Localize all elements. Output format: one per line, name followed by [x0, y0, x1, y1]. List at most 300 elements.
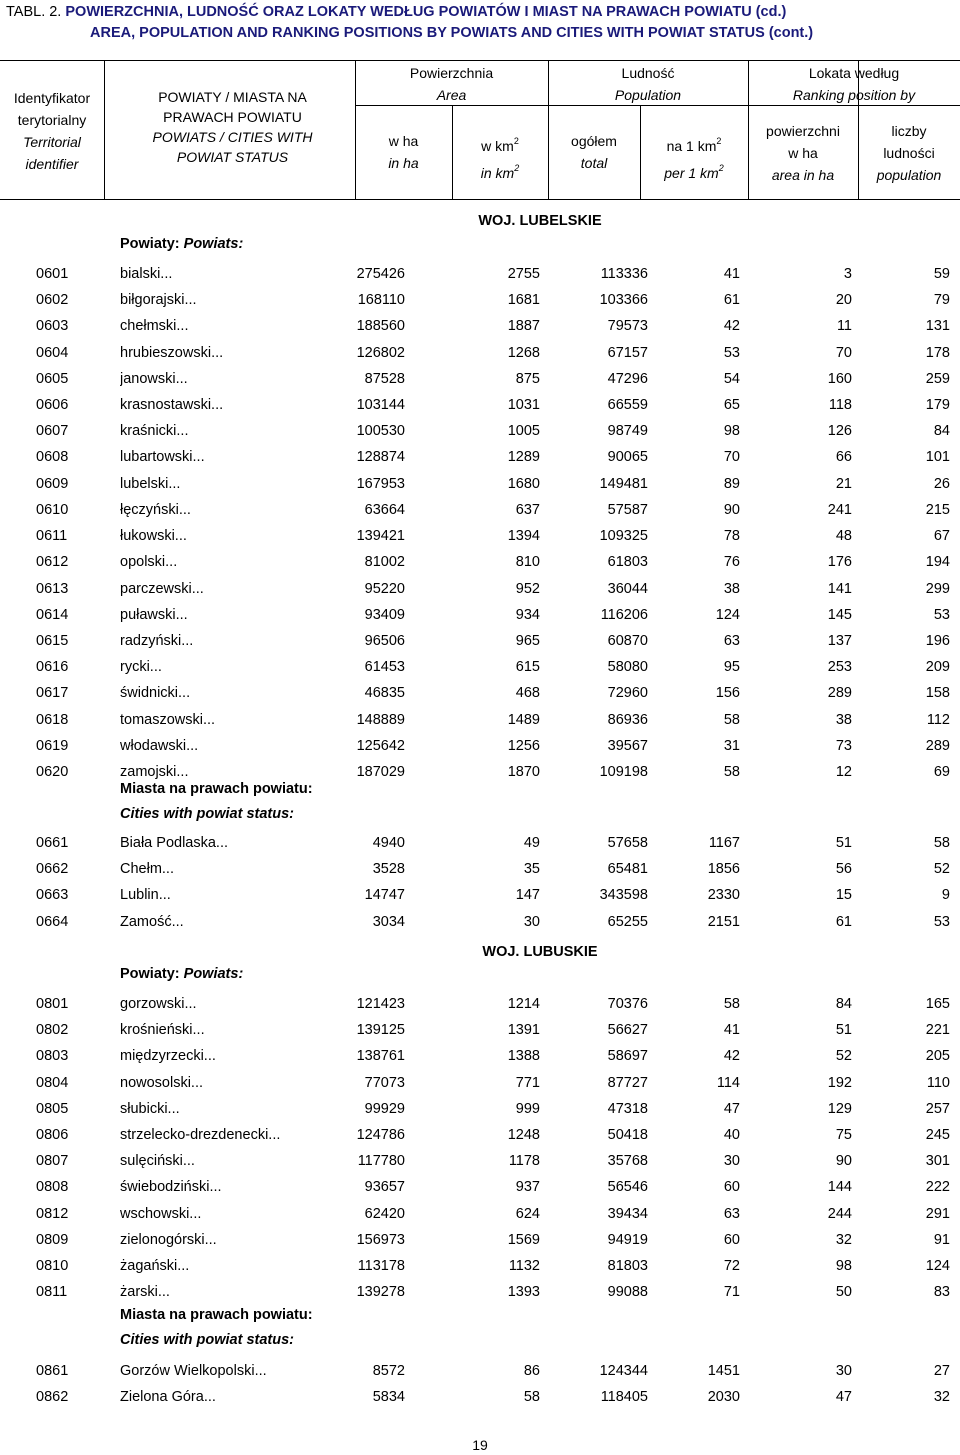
- row-area-km2: 934: [515, 606, 540, 623]
- row-rank-population: 205: [925, 1048, 950, 1065]
- row-rank-population: 289: [925, 737, 950, 754]
- table-row: [0, 761, 960, 783]
- table-row: [0, 1098, 960, 1120]
- row-area-ha: 4940: [372, 835, 405, 851]
- row-density: 30: [723, 1153, 740, 1170]
- row-rank-area: 176: [827, 554, 852, 571]
- row-name: Lublin...: [120, 887, 171, 904]
- row-area-km2: 2755: [507, 266, 540, 282]
- row-name: łęczyński...: [120, 501, 191, 518]
- row-rank-population: 110: [926, 1074, 950, 1091]
- row-area-ha: 121423: [356, 996, 405, 1012]
- row-identifier: 0604: [36, 344, 69, 361]
- row-name: tomaszowski...: [120, 711, 216, 728]
- row-population-total: 116206: [600, 606, 648, 623]
- row-rank-area: 70: [835, 344, 852, 361]
- table-row: [0, 735, 960, 757]
- row-identifier: 0663: [36, 887, 69, 904]
- row-population-total: 57658: [607, 835, 648, 851]
- row-area-ha: 100530: [356, 423, 405, 440]
- row-rank-population: 84: [933, 423, 950, 440]
- table-row: [0, 525, 960, 547]
- row-area-ha: 275426: [356, 266, 405, 282]
- table-row: [0, 884, 960, 906]
- row-identifier: 0610: [36, 501, 69, 518]
- table-row: [0, 499, 960, 521]
- row-area-ha: 156973: [356, 1231, 405, 1248]
- row-rank-area: 244: [827, 1205, 852, 1222]
- row-rank-population: 179: [925, 397, 950, 414]
- row-identifier: 0811: [36, 1284, 68, 1301]
- row-identifier: 0602: [36, 292, 69, 309]
- row-identifier: 0802: [36, 1022, 69, 1039]
- row-population-total: 98749: [607, 423, 648, 440]
- row-area-km2: 999: [515, 1100, 540, 1117]
- table-row: [0, 446, 960, 468]
- row-density: 2330: [707, 887, 740, 904]
- row-area-ha: 61453: [364, 659, 405, 676]
- row-identifier: 0662: [36, 861, 69, 878]
- row-rank-population: 69: [933, 763, 950, 780]
- row-rank-population: 32: [933, 1389, 950, 1406]
- row-population-total: 87727: [607, 1074, 648, 1091]
- row-identifier: 0661: [36, 835, 69, 851]
- row-area-km2: 1680: [507, 475, 540, 492]
- row-population-total: 58080: [607, 659, 648, 676]
- row-population-total: 39434: [607, 1205, 648, 1222]
- table-row: [0, 1019, 960, 1041]
- group-label: Miasta na prawach powiatu:: [120, 1307, 313, 1323]
- row-population-total: 118405: [600, 1389, 648, 1406]
- row-population-total: 70376: [607, 996, 648, 1012]
- row-density: 89: [723, 475, 740, 492]
- row-rank-population: 124: [925, 1258, 950, 1274]
- row-area-km2: 58: [523, 1389, 540, 1406]
- row-density: 61: [723, 292, 740, 309]
- row-area-ha: 95220: [364, 580, 405, 597]
- row-name: zamojski...: [120, 763, 189, 780]
- table-row: [0, 911, 960, 933]
- row-area-km2: 615: [515, 659, 540, 676]
- row-area-km2: 1132: [508, 1258, 540, 1274]
- row-area-ha: 14747: [364, 887, 405, 904]
- row-identifier: 0620: [36, 763, 69, 780]
- row-area-ha: 126802: [356, 344, 405, 361]
- header-ranking: Lokata według Ranking position by: [792, 65, 916, 103]
- row-area-ha: 128874: [356, 449, 405, 466]
- row-density: 58: [723, 996, 740, 1012]
- row-name: biłgorajski...: [120, 292, 197, 309]
- row-area-km2: 810: [515, 554, 540, 571]
- row-rank-population: 9: [941, 887, 950, 904]
- row-area-km2: 771: [515, 1074, 540, 1091]
- table-row: [0, 420, 960, 442]
- row-density: 41: [723, 1022, 740, 1039]
- table-row: [0, 1176, 960, 1198]
- row-area-ha: 139125: [356, 1022, 405, 1039]
- row-name: parczewski...: [120, 580, 204, 597]
- row-area-km2: 1268: [507, 344, 540, 361]
- row-rank-area: 90: [835, 1153, 852, 1170]
- row-name: gorzowski...: [120, 996, 197, 1012]
- row-name: Zielona Góra...: [120, 1389, 216, 1406]
- row-rank-area: 61: [835, 913, 852, 930]
- row-name: rycki...: [120, 659, 162, 676]
- table-row: [0, 394, 960, 416]
- row-population-total: 39567: [607, 737, 648, 754]
- row-rank-area: 12: [835, 763, 852, 780]
- row-identifier: 0609: [36, 475, 69, 492]
- row-density: 2151: [707, 913, 740, 930]
- row-identifier: 0809: [36, 1231, 69, 1248]
- header-area-km: w $km^2$ in $km^2$: [480, 136, 520, 181]
- row-density: 63: [723, 1205, 740, 1222]
- row-area-ha: 139421: [356, 528, 405, 545]
- row-area-ha: 125642: [356, 737, 405, 754]
- row-name: wschowski...: [120, 1205, 202, 1222]
- row-name: hrubieszowski...: [120, 344, 224, 361]
- row-identifier: 0605: [36, 370, 69, 387]
- row-area-km2: 875: [515, 370, 540, 387]
- header-top-rule: [0, 60, 960, 61]
- row-rank-area: 144: [827, 1179, 852, 1196]
- row-identifier: 0808: [36, 1179, 69, 1196]
- row-area-km2: 1887: [507, 318, 540, 335]
- header-population-density: na 1 $km^2$ per 1 $km^2$: [664, 136, 724, 181]
- row-area-km2: 952: [515, 580, 540, 597]
- row-population-total: 124344: [599, 1363, 648, 1379]
- row-area-ha: 96506: [364, 632, 405, 649]
- row-identifier: 0801: [36, 996, 69, 1012]
- row-rank-population: 209: [925, 659, 950, 676]
- row-identifier: 0616: [36, 659, 69, 676]
- row-area-ha: 8572: [372, 1363, 405, 1379]
- row-density: 31: [723, 737, 740, 754]
- row-area-ha: 167953: [356, 475, 405, 492]
- row-density: 90: [723, 501, 740, 518]
- row-population-total: 79573: [607, 318, 648, 335]
- row-rank-population: 215: [925, 501, 950, 518]
- row-population-total: 65481: [607, 861, 648, 878]
- row-density: 72: [723, 1258, 740, 1274]
- row-density: 58: [723, 763, 740, 780]
- row-rank-area: 51: [835, 835, 852, 851]
- row-area-km2: 1178: [508, 1153, 540, 1170]
- row-rank-population: 158: [925, 685, 950, 702]
- row-area-ha: 168110: [357, 292, 405, 309]
- row-density: 60: [723, 1179, 740, 1196]
- row-density: 65: [723, 397, 740, 414]
- row-area-km2: 1256: [507, 737, 540, 754]
- row-name: sulęciński...: [120, 1153, 195, 1170]
- row-rank-population: 53: [933, 606, 950, 623]
- row-area-km2: 35: [523, 861, 540, 878]
- table-row: [0, 682, 960, 704]
- row-area-km2: 1289: [507, 449, 540, 466]
- table-row: [0, 1150, 960, 1172]
- row-density: 95: [723, 659, 740, 676]
- table-row: [0, 1124, 960, 1146]
- header-area-ha: w ha in ha: [388, 133, 419, 171]
- row-identifier: 0804: [36, 1074, 69, 1091]
- row-rank-population: 59: [933, 266, 950, 282]
- row-identifier: 0619: [36, 737, 69, 754]
- row-population-total: 60870: [607, 632, 648, 649]
- row-population-total: 56627: [607, 1022, 648, 1039]
- row-population-total: 47296: [607, 370, 648, 387]
- table-row: [0, 709, 960, 731]
- row-identifier: 0812: [36, 1205, 69, 1222]
- row-area-km2: 637: [515, 501, 540, 518]
- row-name: chełmski...: [120, 318, 189, 335]
- row-area-km2: 468: [515, 685, 540, 702]
- table-row: [0, 578, 960, 600]
- row-area-km2: 1248: [507, 1127, 540, 1143]
- row-rank-area: 11: [836, 318, 852, 335]
- table-number: TABL. 2.: [6, 4, 62, 20]
- row-density: 42: [723, 1048, 740, 1065]
- row-identifier: 0613: [36, 580, 69, 597]
- row-density: 53: [723, 344, 740, 361]
- row-rank-area: 51: [835, 1022, 852, 1039]
- row-area-km2: 937: [515, 1179, 540, 1196]
- header-bottom-rule: [0, 199, 960, 200]
- row-name: Chełm...: [120, 861, 174, 878]
- row-identifier: 0664: [36, 913, 69, 930]
- row-population-total: 65255: [607, 913, 648, 930]
- row-name: łukowski...: [120, 528, 187, 545]
- row-name: opolski...: [120, 554, 178, 571]
- row-rank-population: 91: [933, 1231, 950, 1248]
- row-name: nowosolski...: [120, 1074, 204, 1091]
- row-name: Gorzów Wielkopolski...: [120, 1363, 267, 1379]
- row-identifier: 0806: [36, 1127, 69, 1143]
- row-rank-population: 165: [925, 996, 950, 1012]
- row-density: 114: [716, 1074, 740, 1091]
- row-density: 124: [715, 606, 740, 623]
- row-rank-area: 126: [827, 423, 852, 440]
- table-row: [0, 263, 960, 285]
- row-area-km2: 30: [523, 913, 540, 930]
- row-area-km2: 1870: [507, 763, 540, 780]
- row-area-ha: 103144: [356, 397, 405, 414]
- row-area-ha: 5834: [372, 1389, 405, 1406]
- row-rank-population: 194: [925, 554, 950, 571]
- row-rank-population: 101: [925, 449, 950, 466]
- row-rank-population: 112: [926, 711, 950, 728]
- row-population-total: 343598: [599, 887, 648, 904]
- row-population-total: 113336: [600, 266, 648, 282]
- row-population-total: 57587: [607, 501, 648, 518]
- row-area-ha: 87528: [364, 370, 405, 387]
- table-row: [0, 1072, 960, 1094]
- row-name: lubartowski...: [120, 449, 205, 466]
- table-row: [0, 342, 960, 364]
- row-population-total: 66559: [607, 397, 648, 414]
- row-rank-area: 192: [827, 1074, 852, 1091]
- row-density: 47: [723, 1100, 740, 1117]
- row-rank-population: 245: [925, 1127, 950, 1143]
- row-name: krasnostawski...: [120, 397, 224, 414]
- row-rank-area: 129: [827, 1100, 852, 1117]
- table-row: [0, 315, 960, 337]
- row-rank-area: 160: [827, 370, 852, 387]
- row-rank-population: 257: [925, 1100, 950, 1117]
- row-area-km2: 624: [515, 1205, 540, 1222]
- row-area-km2: 49: [523, 835, 540, 851]
- row-name: świebodziński...: [120, 1179, 222, 1196]
- table-row: [0, 1229, 960, 1251]
- row-name: puławski...: [120, 606, 188, 623]
- row-area-ha: 113178: [357, 1258, 405, 1274]
- table-row: [0, 1255, 960, 1277]
- row-density: 42: [723, 318, 740, 335]
- table-row: [0, 630, 960, 652]
- table-row: [0, 1281, 960, 1303]
- header-area: Powierzchnia Area: [409, 65, 494, 103]
- row-area-km2: 1569: [507, 1231, 540, 1248]
- row-density: 41: [723, 266, 740, 282]
- group-label: Powiaty: Powiats:: [120, 966, 244, 982]
- row-population-total: 58697: [607, 1048, 648, 1065]
- row-name: bialski...: [120, 266, 173, 282]
- table-title-pl: [6, 4, 786, 20]
- table-row: [0, 1045, 960, 1067]
- row-rank-population: 67: [933, 528, 950, 545]
- table-title-en: AREA, POPULATION AND RANKING POSITIONS BY POWIATS AND CITIES WITH POWIAT STATUS (cont.): [90, 25, 814, 41]
- row-population-total: 72960: [607, 685, 648, 702]
- row-density: 38: [723, 580, 740, 597]
- row-identifier: 0607: [36, 423, 69, 440]
- row-rank-population: 299: [925, 580, 950, 597]
- row-population-total: 50418: [607, 1127, 648, 1143]
- table-row: [0, 604, 960, 626]
- row-rank-population: 131: [925, 318, 950, 335]
- row-rank-area: 48: [835, 528, 852, 545]
- row-rank-population: 27: [933, 1363, 950, 1379]
- table-row: [0, 1386, 960, 1408]
- group-label: Miasta na prawach powiatu:: [120, 781, 313, 797]
- row-density: 98: [723, 423, 740, 440]
- row-density: 2030: [707, 1389, 740, 1406]
- row-area-km2: 1214: [507, 996, 540, 1012]
- row-population-total: 149481: [599, 475, 648, 492]
- row-area-km2: 1393: [507, 1284, 540, 1301]
- header-identifier: Identyfikator terytorialny Territorial identifier: [13, 90, 91, 172]
- row-density: 1451: [707, 1363, 740, 1379]
- table-row: [0, 1203, 960, 1225]
- row-area-ha: 3528: [372, 861, 405, 878]
- row-area-ha: 99929: [364, 1100, 405, 1117]
- row-area-km2: 1391: [507, 1022, 540, 1039]
- row-identifier: 0611: [36, 528, 68, 545]
- row-population-total: 90065: [607, 449, 648, 466]
- row-rank-area: 66: [835, 449, 852, 466]
- row-name: świdnicki...: [120, 685, 191, 702]
- row-rank-area: 21: [835, 475, 852, 492]
- row-rank-population: 53: [933, 913, 950, 930]
- row-area-ha: 93657: [364, 1179, 405, 1196]
- row-area-ha: 139278: [356, 1284, 405, 1301]
- table-row: [0, 858, 960, 880]
- row-area-ha: 188560: [356, 318, 405, 335]
- row-rank-area: 241: [827, 501, 852, 518]
- row-identifier: 0601: [36, 266, 69, 282]
- row-population-total: 56546: [607, 1179, 648, 1196]
- row-rank-area: 75: [835, 1127, 852, 1143]
- row-rank-area: 32: [835, 1231, 852, 1248]
- table-row: [0, 289, 960, 311]
- group-label-en: Cities with powiat status:: [120, 806, 295, 822]
- row-rank-area: 20: [835, 292, 852, 309]
- row-name: krośnieński...: [120, 1022, 205, 1039]
- row-area-ha: 93409: [364, 606, 405, 623]
- row-rank-population: 222: [925, 1179, 950, 1196]
- row-name: żarski...: [120, 1284, 170, 1301]
- row-rank-area: 145: [827, 606, 852, 623]
- row-rank-area: 30: [835, 1363, 852, 1379]
- row-density: 156: [715, 685, 740, 702]
- row-name: kraśnicki...: [120, 423, 189, 440]
- row-area-km2: 1005: [507, 423, 540, 440]
- row-area-ha: 187029: [356, 763, 405, 780]
- row-density: 70: [723, 449, 740, 466]
- row-density: 71: [723, 1284, 740, 1301]
- row-area-km2: 1031: [507, 397, 540, 414]
- row-area-ha: 138761: [356, 1048, 405, 1065]
- row-rank-area: 56: [835, 861, 852, 878]
- row-density: 58: [723, 711, 740, 728]
- row-density: 1167: [708, 835, 740, 851]
- header-divider: [104, 60, 105, 199]
- title-line-pl: POWIERZCHNIA, LUDNOŚĆ ORAZ LOKATY WEDŁUG POWIATÓW I MIAST NA PRAWACH POWIATU (cd.): [65, 4, 787, 20]
- row-rank-population: 221: [925, 1022, 950, 1039]
- row-population-total: 61803: [607, 554, 648, 571]
- group-label-en: Cities with powiat status:: [120, 1332, 295, 1348]
- table-row: [0, 368, 960, 390]
- row-area-ha: 63664: [364, 501, 405, 518]
- row-rank-population: 79: [933, 292, 950, 309]
- row-identifier: 0618: [36, 711, 69, 728]
- group-label: Powiaty: Powiats:: [120, 236, 244, 252]
- row-rank-area: 50: [835, 1284, 852, 1301]
- row-density: 54: [723, 370, 740, 387]
- row-area-km2: 965: [515, 632, 540, 649]
- row-area-km2: 1394: [507, 528, 540, 545]
- row-rank-population: 26: [933, 475, 950, 492]
- row-name: Zamość...: [120, 913, 184, 930]
- row-population-total: 103366: [599, 292, 648, 309]
- row-rank-area: 38: [835, 711, 852, 728]
- header-rank-population: liczby ludności population: [876, 123, 942, 183]
- row-rank-population: 52: [933, 861, 950, 878]
- row-rank-population: 301: [925, 1153, 950, 1170]
- row-population-total: 36044: [607, 580, 648, 597]
- row-population-total: 35768: [607, 1153, 648, 1170]
- row-rank-population: 178: [925, 344, 950, 361]
- table-row: [0, 832, 960, 854]
- header-population-total: ogółem total: [571, 133, 617, 171]
- row-identifier: 0606: [36, 397, 69, 414]
- row-area-ha: 3034: [372, 913, 405, 930]
- row-identifier: 0608: [36, 449, 69, 466]
- row-area-ha: 62420: [364, 1205, 405, 1222]
- row-rank-area: 118: [828, 397, 852, 414]
- row-area-ha: 148889: [356, 711, 405, 728]
- row-population-total: 109325: [599, 528, 648, 545]
- row-area-ha: 81002: [364, 554, 405, 571]
- row-population-total: 94919: [607, 1231, 648, 1248]
